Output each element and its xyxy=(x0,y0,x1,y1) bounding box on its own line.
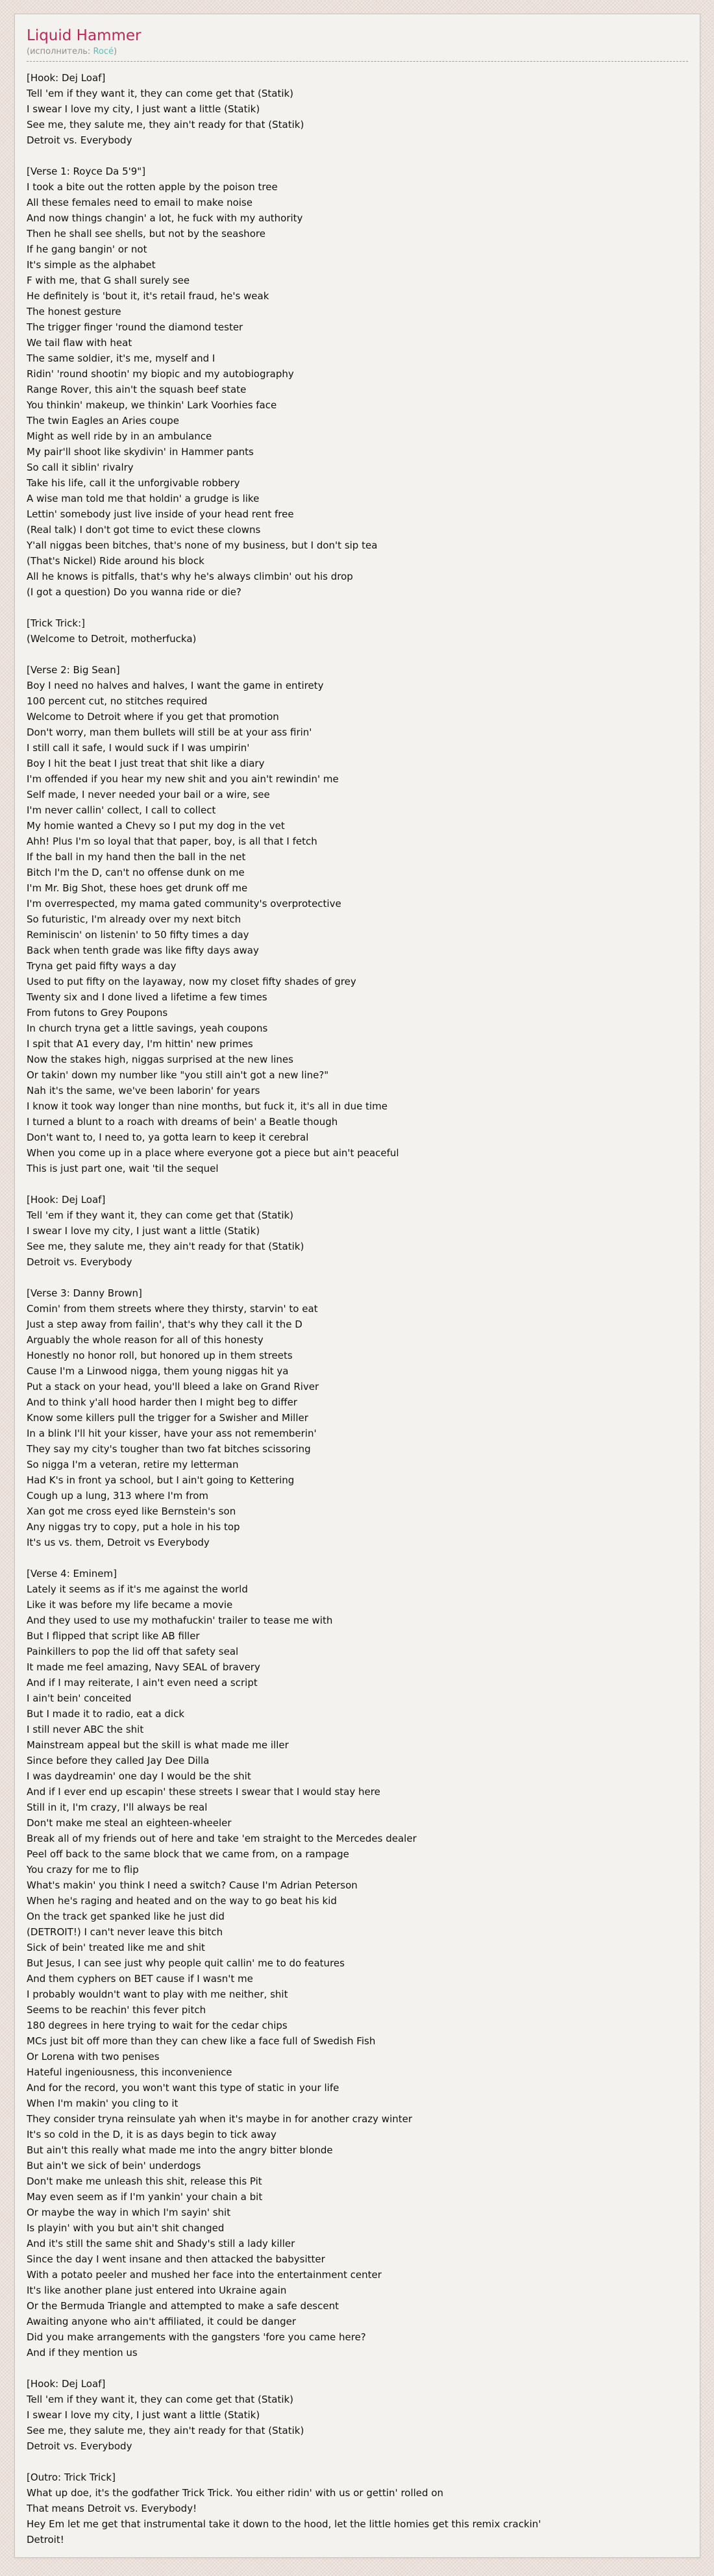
lyrics-line: Like it was before my life became a movie xyxy=(27,1599,233,1611)
lyrics-line: So call it siblin' rivalry xyxy=(27,462,134,473)
lyrics-line: I'm overrespected, my mama gated community's overprotective xyxy=(27,898,341,910)
lyrics-line: And if I ever end up escapin' these streets I swear that I would stay here xyxy=(27,1786,380,1798)
lyrics-line: But I made it to radio, eat a dick xyxy=(27,1708,185,1720)
lyrics-line: Just a step away from failin', that's why they call it the D xyxy=(27,1319,302,1330)
lyrics-line: Ahh! Plus I'm so loyal that that paper, boy, is all that I fetch xyxy=(27,836,317,847)
lyrics-line: It's so cold in the D, it is as days begin to tick away xyxy=(27,2129,277,2140)
lyrics-line: MCs just bit off more than they can chew like a face full of Swedish Fish xyxy=(27,2035,376,2047)
lyrics-line: Peel off back to the same block that we came from, on a rampage xyxy=(27,1848,349,1860)
lyrics-line: A wise man told me that holdin' a grudge is like xyxy=(27,493,260,504)
lyrics-line: But ain't we sick of bein' underdogs xyxy=(27,2160,201,2172)
lyrics-line: Lately it seems as if it's me against the world xyxy=(27,1583,248,1595)
lyrics-card xyxy=(14,14,700,2558)
lyrics-line: Seems to be reachin' this fever pitch xyxy=(27,2004,206,2016)
lyrics-line: They say my city's tougher than two fat bitches scissoring xyxy=(27,1443,311,1455)
lyrics-line: The twin Eagles an Aries coupe xyxy=(27,415,179,427)
lyrics-line: So futuristic, I'm already over my next bitch xyxy=(27,913,241,925)
lyrics-line: See me, they salute me, they ain't ready for that (Statik) xyxy=(27,2425,304,2436)
lyrics-line: [Verse 1: Royce Da 5'9"] xyxy=(27,166,146,177)
lyrics-line: It's like another plane just entered into Ukraine again xyxy=(27,2285,287,2296)
lyrics-line: I'm Mr. Big Shot, these hoes get drunk off me xyxy=(27,882,248,894)
lyrics-line: Break all of my friends out of here and take 'em straight to the Mercedes dealer xyxy=(27,1833,417,1844)
lyrics-line: Had K's in front ya school, but I ain't going to Kettering xyxy=(27,1474,295,1486)
lyrics-line: Arguably the whole reason for all of this honesty xyxy=(27,1334,264,1346)
lyrics-line: Mainstream appeal but the skill is what made me iller xyxy=(27,1739,289,1751)
lyrics-line xyxy=(27,1176,688,1192)
lyrics-line: Detroit! xyxy=(27,2534,64,2545)
lyrics-line: And it's still the same shit and Shady's still a lady killer xyxy=(27,2238,295,2249)
lyrics-line: What up doe, it's the godfather Trick Trick. You either ridin' with us or gettin' rolled on xyxy=(27,2487,443,2499)
lyrics-line: The honest gesture xyxy=(27,306,121,317)
lyrics-line: Hateful ingeniousness, this inconvenience xyxy=(27,2066,232,2078)
lyrics-line: Know some killers pull the trigger for a Swisher and Miller xyxy=(27,1412,308,1424)
lyrics-line: So nigga I'm a veteran, retire my letterman xyxy=(27,1459,239,1470)
lyrics-line: They consider tryna reinsulate yah when it's maybe in for another crazy winter xyxy=(27,2113,413,2125)
lyrics-line: I ain't bein' conceited xyxy=(27,1692,132,1704)
lyrics-line: Or Lorena with two penises xyxy=(27,2051,160,2062)
lyrics-line: Boy I hit the beat I just treat that shit like a diary xyxy=(27,758,265,769)
lyrics-line: (Real talk) I don't got time to evict these clowns xyxy=(27,524,261,536)
lyrics-line: Ridin' 'round shootin' my biopic and my autobiography xyxy=(27,368,294,380)
lyrics-line: The trigger finger 'round the diamond tester xyxy=(27,321,243,333)
lyrics-line: That means Detroit vs. Everybody! xyxy=(27,2503,197,2514)
lyrics-line: But Jesus, I can see just why people quit callin' me to do features xyxy=(27,1957,345,1969)
lyrics-line: I swear I love my city, I just want a little (Statik) xyxy=(27,2409,260,2421)
lyrics-line: In a blink I'll hit your kisser, have your ass not rememberin' xyxy=(27,1428,317,1439)
lyrics-line: Now the stakes high, niggas surprised at the new lines xyxy=(27,1054,293,1065)
lyrics-line: 100 percent cut, no stitches required xyxy=(27,695,208,707)
lyrics-line: [Outro: Trick Trick] xyxy=(27,2471,116,2483)
lyrics-line: I probably wouldn't want to play with me neither, shit xyxy=(27,1988,288,2000)
lyrics-line: (Welcome to Detroit, motherfucka) xyxy=(27,633,197,645)
lyrics-line: Cause I'm a Linwood nigga, them young niggas hit ya xyxy=(27,1365,289,1377)
lyrics-line: But ain't this really what made me into the angry bitter blonde xyxy=(27,2144,333,2156)
lyrics-line: Cough up a lung, 313 where I'm from xyxy=(27,1490,209,1502)
lyrics-line: Twenty six and I done lived a lifetime a few times xyxy=(27,991,267,1003)
lyrics-line: Since the day I went insane and then attacked the babysitter xyxy=(27,2253,325,2265)
lyrics-line: Sick of bein' treated like me and shit xyxy=(27,1942,205,1953)
lyrics-line: Y'all niggas been bitches, that's none of my business, but I don't sip tea xyxy=(27,539,378,551)
lyrics-line: Honestly no honor roll, but honored up in them streets xyxy=(27,1350,293,1361)
lyrics-line: Put a stack on your head, you'll bleed a lake on Grand River xyxy=(27,1381,319,1393)
lyrics-line: When he's raging and heated and on the way to go beat his kid xyxy=(27,1895,337,1907)
lyrics-line: On the track get spanked like he just did xyxy=(27,1911,225,1922)
lyrics-line: Welcome to Detroit where if you get that promotion xyxy=(27,711,279,723)
lyrics-line: Or takin' down my number like "you still ain't got a new line?" xyxy=(27,1069,329,1081)
lyrics-line: [Trick Trick:] xyxy=(27,617,85,629)
lyrics-line: Xan got me cross eyed like Bernstein's son xyxy=(27,1505,236,1517)
lyrics-line: (DETROIT!) I can't never leave this bitch xyxy=(27,1926,223,1938)
lyrics-line: May even seem as if I'm yankin' your chain a bit xyxy=(27,2191,263,2203)
lyrics-line: You crazy for me to flip xyxy=(27,1864,139,1876)
lyrics-line: It's simple as the alphabet xyxy=(27,259,156,271)
lyrics-line xyxy=(27,600,688,615)
lyrics-line: With a potato peeler and mushed her face into the entertainment center xyxy=(27,2269,382,2281)
lyrics-line: I turned a blunt to a roach with dreams of bein' a Beatle though xyxy=(27,1116,338,1128)
lyrics-line: He definitely is 'bout it, it's retail fraud, he's weak xyxy=(27,290,269,302)
lyrics-line: Tell 'em if they want it, they can come get that (Statik) xyxy=(27,88,294,99)
lyrics-line: Don't want to, I need to, ya gotta learn to keep it cerebral xyxy=(27,1132,309,1143)
lyrics-line: I'm offended if you hear my new shit and you ain't rewindin' me xyxy=(27,773,339,785)
lyrics-line xyxy=(27,148,688,164)
lyrics-line: Any niggas try to copy, put a hole in his top xyxy=(27,1521,240,1533)
lyrics-line: Tryna get paid fifty ways a day xyxy=(27,960,177,972)
lyrics-line: When I'm makin' you cling to it xyxy=(27,2098,178,2109)
lyrics-line: And if they mention us xyxy=(27,2347,138,2359)
lyrics-line: Nah it's the same, we've been laborin' for years xyxy=(27,1085,260,1096)
lyrics-line: This is just part one, wait 'til the sequel xyxy=(27,1163,219,1174)
lyrics-line: Range Rover, this ain't the squash beef state xyxy=(27,384,247,395)
lyrics-line: 180 degrees in here trying to wait for the cedar chips xyxy=(27,2020,288,2031)
lyrics-line: If the ball in my hand then the ball in the net xyxy=(27,851,246,863)
lyrics-line: All these females need to email to make noise xyxy=(27,197,252,208)
lyrics-line: And them cyphers on BET cause if I wasn't me xyxy=(27,1973,253,1985)
lyrics-line: My homie wanted a Chevy so I put my dog in the vet xyxy=(27,820,285,832)
lyrics-line: Painkillers to pop the lid off that safety seal xyxy=(27,1646,239,1657)
lyrics-line: I know it took way longer than nine months, but fuck it, it's all in due time xyxy=(27,1100,388,1112)
lyrics-line: And now things changin' a lot, he fuck with my authority xyxy=(27,212,303,224)
lyrics-line: When you come up in a place where everyone got a piece but ain't peaceful xyxy=(27,1147,399,1159)
lyrics-line: And for the record, you won't want this type of static in your life xyxy=(27,2082,339,2094)
lyrics-line: Don't make me steal an eighteen-wheeler xyxy=(27,1817,232,1829)
lyrics-line: Reminiscin' on listenin' to 50 fifty times a day xyxy=(27,929,249,941)
lyrics-line: It made me feel amazing, Navy SEAL of bravery xyxy=(27,1661,260,1673)
lyrics-line: Don't worry, man them bullets will still be at your ass firin' xyxy=(27,726,312,738)
lyrics-line: And they used to use my mothafuckin' trailer to tease me with xyxy=(27,1615,333,1626)
lyrics-line: I'm never callin' collect, I call to collect xyxy=(27,804,216,816)
lyrics-line: If he gang bangin' or not xyxy=(27,243,147,255)
lyrics-line: Awaiting anyone who ain't affiliated, it could be danger xyxy=(27,2316,296,2327)
lyrics-line: From futons to Grey Poupons xyxy=(27,1007,168,1019)
lyrics-line: Tell 'em if they want it, they can come get that (Statik) xyxy=(27,1209,294,1221)
lyrics-line: Used to put fifty on the layaway, now my closet fifty shades of grey xyxy=(27,976,356,987)
lyrics-line: Then he shall see shells, but not by the seashore xyxy=(27,228,265,240)
close-paren: ) xyxy=(114,47,117,56)
lyrics-line xyxy=(27,1270,688,1285)
lyrics-line: I still never ABC the shit xyxy=(27,1724,144,1735)
lyrics-line: See me, they salute me, they ain't ready for that (Statik) xyxy=(27,119,304,130)
lyrics-line: [Verse 4: Eminem] xyxy=(27,1568,117,1579)
lyrics-line: The same soldier, it's me, myself and I xyxy=(27,353,215,364)
lyrics-line: Is playin' with you but ain't shit changed xyxy=(27,2222,225,2234)
lyrics-line: Hey Em let me get that instrumental take it down to the hood, let the little homies get this remix crackin' xyxy=(27,2518,541,2530)
lyrics-line: You thinkin' makeup, we thinkin' Lark Voorhies face xyxy=(27,399,277,411)
lyrics-line: We tail flaw with heat xyxy=(27,337,132,349)
lyrics-line: In church tryna get a little savings, yeah coupons xyxy=(27,1022,268,1034)
lyrics-line: All he knows is pitfalls, that's why he's always climbin' out his drop xyxy=(27,571,353,582)
lyrics-line: I swear I love my city, I just want a little (Statik) xyxy=(27,1225,260,1237)
lyrics-line: F with me, that G shall surely see xyxy=(27,275,190,286)
lyrics-line: Bitch I'm the D, can't no offense dunk on me xyxy=(27,867,245,878)
lyrics-line: Detroit vs. Everybody xyxy=(27,134,132,146)
lyrics-line: I spit that A1 every day, I'm hittin' new primes xyxy=(27,1038,253,1050)
lyrics-line xyxy=(27,2360,688,2376)
performer-label: (исполнитель: xyxy=(27,47,93,56)
lyrics-line: Since before they called Jay Dee Dilla xyxy=(27,1755,210,1766)
lyrics-line: Or maybe the way in which I'm sayin' shit xyxy=(27,2207,231,2218)
lyrics-line: [Hook: Dej Loaf] xyxy=(27,1194,106,1206)
lyrics-line: I swear I love my city, I just want a little (Statik) xyxy=(27,103,260,115)
lyrics-text xyxy=(27,70,688,2547)
lyrics-line: Did you make arrangements with the gangsters 'fore you came here? xyxy=(27,2331,366,2343)
lyrics-line: [Verse 3: Danny Brown] xyxy=(27,1287,142,1299)
artist-line xyxy=(27,46,688,57)
lyrics-line xyxy=(27,2454,688,2470)
lyrics-line: Might as well ride by in an ambulance xyxy=(27,430,212,442)
song-title: Liquid Hammer xyxy=(27,27,142,44)
lyrics-line: Lettin' somebody just live inside of your head rent free xyxy=(27,508,294,520)
lyrics-line: (That's Nickel) Ride around his block xyxy=(27,555,204,567)
lyrics-line: But I flipped that script like AB filler xyxy=(27,1630,200,1642)
lyrics-line: Detroit vs. Everybody xyxy=(27,2440,132,2452)
lyrics-line: My pair'll shoot like skydivin' in Hammer pants xyxy=(27,446,254,458)
lyrics-line: [Hook: Dej Loaf] xyxy=(27,72,106,84)
lyrics-line: [Hook: Dej Loaf] xyxy=(27,2378,106,2390)
lyrics-line xyxy=(27,1550,688,1566)
artist-link[interactable]: Rocé xyxy=(93,47,114,56)
lyrics-line: Don't make me unleash this shit, release this Pit xyxy=(27,2175,262,2187)
lyrics-line: Detroit vs. Everybody xyxy=(27,1256,132,1268)
lyrics-line: Boy I need no halves and halves, I want the game in entirety xyxy=(27,680,324,691)
lyrics-line: See me, they salute me, they ain't ready for that (Statik) xyxy=(27,1241,304,1252)
lyrics-line: Tell 'em if they want it, they can come get that (Statik) xyxy=(27,2394,294,2405)
lyrics-line: What's makin' you think I need a switch? Cause I'm Adrian Peterson xyxy=(27,1879,358,1891)
lyrics-line: Comin' from them streets where they thirsty, starvin' to eat xyxy=(27,1303,318,1315)
lyrics-line: I still call it safe, I would suck if I was umpirin' xyxy=(27,742,250,754)
lyrics-line: Take his life, call it the unforgivable robbery xyxy=(27,477,240,489)
lyrics-line: (I got a question) Do you wanna ride or die? xyxy=(27,586,241,598)
lyrics-line: It's us vs. them, Detroit vs Everybody xyxy=(27,1537,210,1548)
lyrics-line: [Verse 2: Big Sean] xyxy=(27,664,120,676)
lyrics-line: Still in it, I'm crazy, I'll always be real xyxy=(27,1802,208,1813)
lyrics-line: And to think y'all hood harder then I might beg to differ xyxy=(27,1396,297,1408)
lyrics-line xyxy=(27,647,688,662)
lyrics-line: Back when tenth grade was like fifty days away xyxy=(27,945,259,956)
lyrics-line: I was daydreamin' one day I would be the shit xyxy=(27,1770,251,1782)
lyrics-line: Self made, I never needed your bail or a wire, see xyxy=(27,789,270,800)
dotted-separator xyxy=(27,61,688,62)
lyrics-line: Or the Bermuda Triangle and attempted to make a safe descent xyxy=(27,2300,339,2312)
lyrics-line: And if I may reiterate, I ain't even need a script xyxy=(27,1677,258,1689)
lyrics-line: I took a bite out the rotten apple by the poison tree xyxy=(27,181,278,193)
